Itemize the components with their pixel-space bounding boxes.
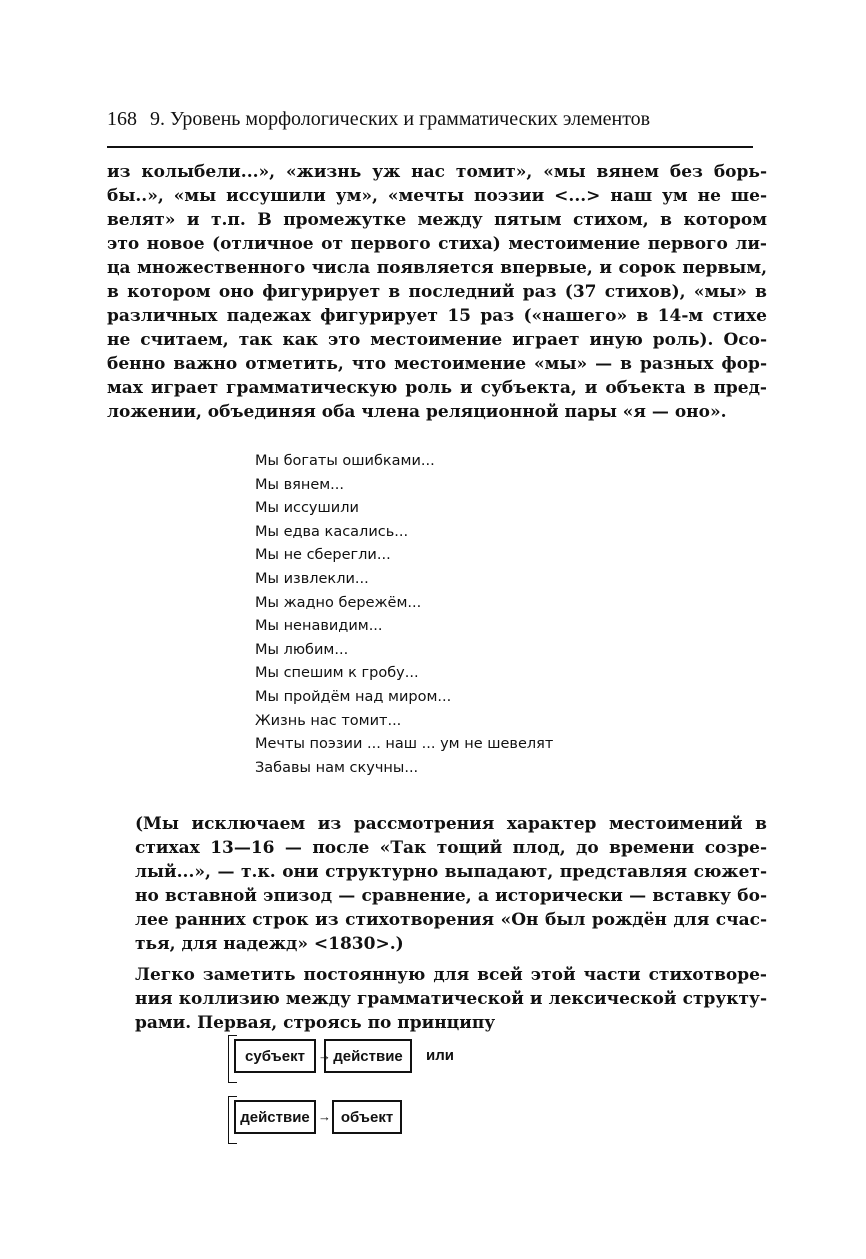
- poem-line: Мы богаты ошибками...: [255, 453, 435, 469]
- poem-line: Мы извлекли...: [255, 570, 369, 587]
- poem-line: Забавы нам скучны...: [255, 759, 419, 776]
- arrow-icon: →: [318, 1048, 331, 1063]
- text-line: но вставной эпизод — сравнение, а исторически — вставку бо-: [135, 886, 767, 906]
- text-line: лый...», — т.к. они структурно выпадают, представляя сюжет-: [135, 862, 767, 882]
- text-line: лее ранних строк из стихотворения «Он был рождён для счас-: [135, 910, 767, 930]
- header-rule: [107, 146, 753, 148]
- text-line: ца множественного числа появляется впервые, и сорок первым,: [107, 258, 767, 278]
- poem-line: Мечты поэзии ... наш ... ум не шевелят: [255, 736, 554, 753]
- poem-line: Мы вянем...: [255, 476, 345, 493]
- diagram-action-object: [228, 1096, 528, 1142]
- text-line: рами. Первая, строясь по принципу: [135, 1013, 496, 1033]
- poem-line: Мы ненавидим...: [255, 618, 383, 635]
- text-line: стихах 13—16 — после «Так тощий плод, до времени созре-: [135, 838, 767, 858]
- poem-line: Жизнь нас томит...: [255, 712, 402, 729]
- poem-line: Мы любим...: [255, 641, 349, 658]
- poem-line: Мы не сберегли...: [255, 547, 391, 564]
- poem-line: Мы иссушили: [255, 500, 359, 517]
- poem-line: Мы пройдём над миром...: [255, 688, 452, 705]
- text-line: тья, для надежд» <1830>.): [135, 934, 404, 954]
- text-line: Легко заметить постоянную для всей этой части стихотворе-: [135, 965, 767, 985]
- text-line: различных падежах фигурирует 15 раз («нашего» в 14-м стихе: [107, 306, 767, 326]
- action-box: действие: [324, 1039, 412, 1073]
- running-header: [107, 108, 753, 138]
- action-box: действие: [234, 1100, 316, 1134]
- paragraph-1: [107, 160, 767, 424]
- arrow-icon: →: [318, 1109, 331, 1124]
- text-line: велят» и т.п. В промежутке между пятым стихом, в котором: [107, 210, 767, 230]
- text-line: бенно важно отметить, что местоимение «мы» — в разных фор-: [107, 354, 767, 374]
- text-line: мах играет грамматическую роль и субъекта, и объекта в пред-: [107, 378, 767, 398]
- chapter-title: 9. Уровень морфологических и грамматических элементов: [150, 108, 651, 130]
- connector-label: или: [426, 1047, 454, 1064]
- text-line: (Мы исключаем из рассмотрения характер местоимений в: [135, 814, 767, 834]
- text-line: не считаем, так как это местоимение играет иную роль). Осо-: [107, 330, 767, 350]
- text-line: из колыбели...», «жизнь уж нас томит», «мы вянем без борь-: [107, 162, 767, 182]
- object-box: объект: [332, 1100, 402, 1134]
- text-line: это новое (отличное от первого стиха) местоимение первого ли-: [107, 234, 767, 254]
- text-line: ложении, объединяя оба члена реляционной пары «я — оно».: [107, 402, 727, 422]
- subject-box: субъект: [234, 1039, 316, 1073]
- poem-excerpt: [255, 450, 675, 780]
- page-number: 168: [107, 108, 137, 130]
- poem-line: Мы спешим к гробу...: [255, 665, 419, 682]
- diagram-subject-action: [228, 1035, 528, 1081]
- text-line: в котором оно фигурирует в последний раз (37 стихов), «мы» в: [107, 282, 767, 302]
- paragraph-2: [107, 812, 767, 956]
- poem-line: Мы едва касались...: [255, 523, 409, 540]
- text-line: ния коллизию между грамматической и лексической структу-: [135, 989, 767, 1009]
- paragraph-3: [107, 963, 767, 1035]
- poem-line: Мы жадно бережём...: [255, 594, 422, 611]
- text-line: бы..», «мы иссушили ум», «мечты поэзии <...> наш ум не ше-: [107, 186, 767, 206]
